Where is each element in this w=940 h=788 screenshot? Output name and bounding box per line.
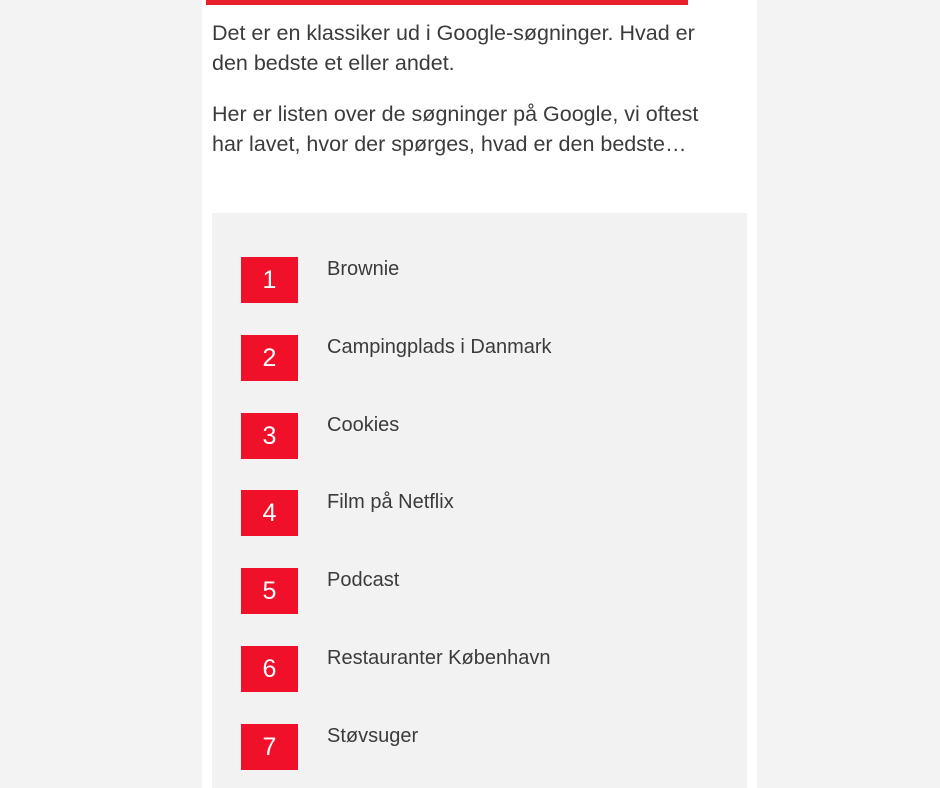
rank-label[interactable]: Campingplads i Danmark bbox=[327, 336, 552, 358]
intro-paragraph: Her er listen over de søgninger på Google, vi oftest har lavet, hvor der spørges, hvad er den bedste… bbox=[212, 102, 699, 156]
list-item[interactable] bbox=[212, 680, 747, 761]
article-card bbox=[202, 0, 757, 788]
rank-badge: 5 bbox=[241, 568, 298, 614]
rank-label[interactable]: Cookies bbox=[327, 414, 400, 436]
rank-badge: 4 bbox=[241, 490, 298, 536]
intro-paragraph: Det er en klassiker ud i Google-søgninger. Hvad er den bedste et eller andet. bbox=[212, 21, 695, 75]
rank-label[interactable]: Brownie bbox=[327, 258, 400, 280]
rank-badge: 7 bbox=[241, 724, 298, 770]
list-item[interactable] bbox=[212, 369, 747, 450]
rank-badge: 6 bbox=[241, 646, 298, 692]
article-intro bbox=[212, 18, 732, 159]
rank-badge: 1 bbox=[241, 257, 298, 303]
rank-badge: 2 bbox=[241, 335, 298, 381]
list-item[interactable] bbox=[212, 602, 747, 683]
rank-label[interactable]: Restauranter København bbox=[327, 647, 551, 669]
rank-label[interactable]: Film på Netflix bbox=[327, 491, 454, 513]
rank-badge: 3 bbox=[241, 413, 298, 459]
rank-label[interactable]: Podcast bbox=[327, 569, 400, 591]
ranking-panel bbox=[212, 213, 747, 788]
list-item[interactable] bbox=[212, 524, 747, 605]
list-item[interactable] bbox=[212, 291, 747, 372]
list-item[interactable] bbox=[212, 213, 747, 294]
rank-label[interactable]: Støvsuger bbox=[327, 725, 419, 747]
progress-accent-bar bbox=[206, 0, 688, 5]
list-item[interactable] bbox=[212, 446, 747, 527]
